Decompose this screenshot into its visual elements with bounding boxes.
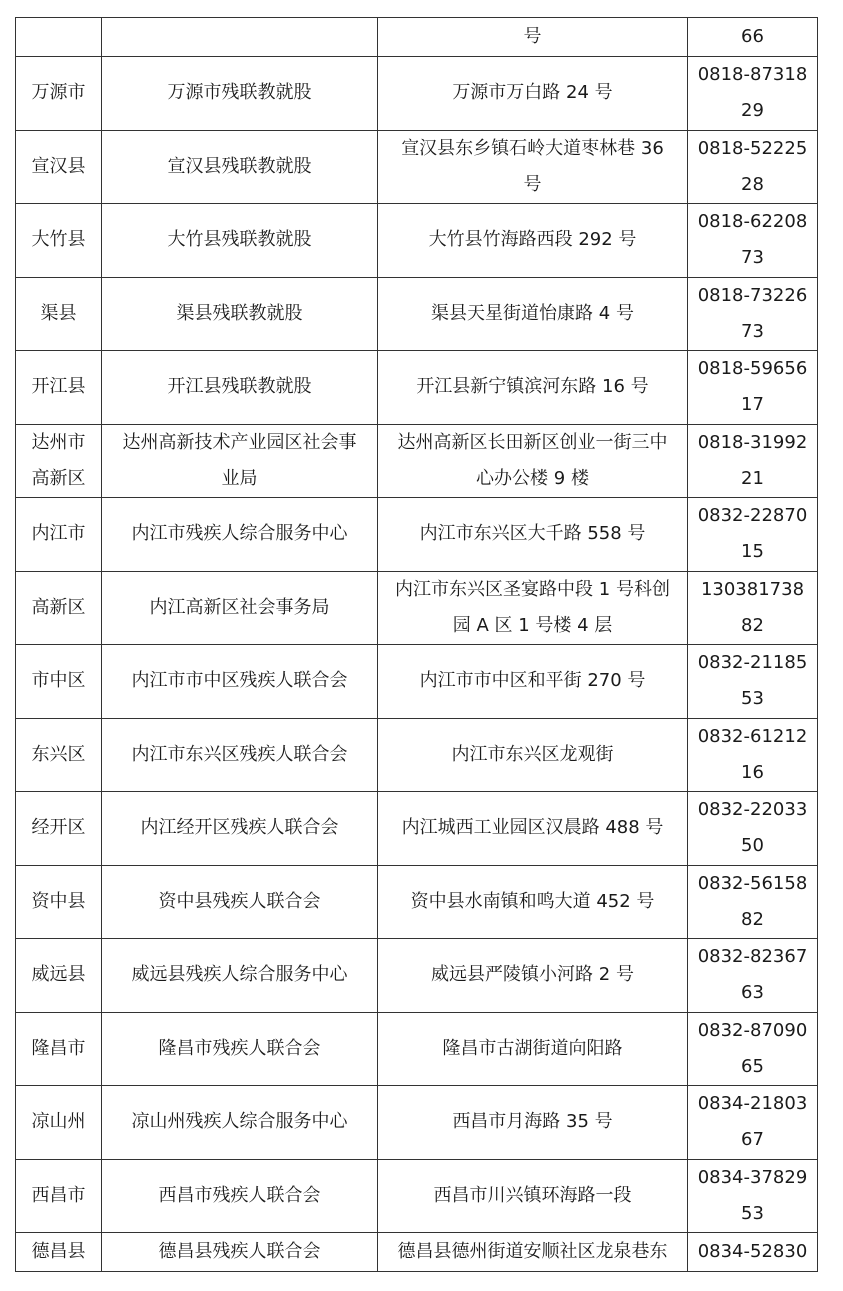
organization-cell-line: 万源市残联教就股 [167, 82, 312, 104]
phone-cell [688, 351, 818, 425]
phone-cell [688, 718, 818, 792]
table-row [16, 645, 818, 719]
phone-cell [688, 1012, 818, 1086]
address-cell-line: 内江市市中区和平街 270 号 [419, 670, 646, 692]
phone-cell-line: 53 [741, 1202, 764, 1224]
phone-cell-line: 29 [741, 100, 764, 122]
phone-cell [688, 424, 818, 498]
phone-cell-line: 82 [741, 614, 764, 636]
region-cell-line: 万源市 [31, 82, 86, 104]
phone-cell-line: 130381738 [700, 578, 805, 600]
phone-cell-line: 0832-87090 [697, 1019, 808, 1041]
phone-cell-line: 17 [741, 394, 764, 416]
phone-cell [688, 57, 818, 131]
phone-cell-line: 0832-22033 [697, 799, 808, 821]
table-row [16, 1012, 818, 1086]
region-cell-line: 大竹县 [31, 229, 86, 251]
phone-cell-line: 0818-59656 [697, 358, 808, 380]
phone-cell [688, 204, 818, 278]
address-cell-line: 开江县新宁镇滨河东路 16 号 [416, 376, 649, 398]
address-cell-line: 内江市东兴区大千路 558 号 [419, 523, 646, 545]
address-cell-line: 心办公楼 9 楼 [476, 467, 589, 489]
address-cell [378, 792, 688, 866]
organization-cell-line: 内江市东兴区残疾人联合会 [131, 743, 348, 765]
phone-cell-line: 0834-21803 [697, 1093, 808, 1115]
table-row [16, 718, 818, 792]
organization-cell [102, 424, 378, 498]
organization-cell-line: 开江县残联教就股 [167, 376, 312, 398]
table-row [16, 571, 818, 645]
address-cell [378, 424, 688, 498]
phone-cell-line: 0818-87318 [697, 64, 808, 86]
region-cell [16, 792, 102, 866]
address-cell-line: 内江市东兴区龙观街 [451, 743, 614, 765]
address-cell-line: 达州高新区长田新区创业一街三中 [397, 431, 668, 453]
region-cell [16, 57, 102, 131]
table-row [16, 277, 818, 351]
phone-cell-line: 63 [741, 982, 764, 1004]
phone-cell-line: 65 [741, 1055, 764, 1077]
organization-cell [102, 277, 378, 351]
organization-cell [102, 865, 378, 939]
organization-cell [102, 1012, 378, 1086]
organization-cell [102, 498, 378, 572]
phone-cell [688, 645, 818, 719]
phone-cell-line: 0818-31992 [697, 431, 808, 453]
address-cell [378, 1159, 688, 1233]
region-cell-line: 开江县 [31, 376, 86, 398]
table-row [16, 57, 818, 131]
region-cell [16, 718, 102, 792]
region-cell-line: 威远县 [31, 964, 86, 986]
phone-cell-line: 67 [741, 1129, 764, 1151]
region-cell-line: 渠县 [40, 302, 77, 324]
organization-cell [102, 939, 378, 1013]
address-cell [378, 865, 688, 939]
address-cell-line: 万源市万白路 24 号 [452, 82, 613, 104]
address-cell [378, 645, 688, 719]
phone-cell-line: 0818-73226 [697, 284, 808, 306]
address-cell-line: 西昌市月海路 35 号 [452, 1111, 613, 1133]
region-cell [16, 645, 102, 719]
organization-cell [102, 1159, 378, 1233]
organization-cell-line: 内江市残疾人综合服务中心 [131, 523, 348, 545]
organization-cell-line: 业局 [221, 467, 258, 489]
organization-cell-line: 大竹县残联教就股 [167, 229, 312, 251]
organization-cell-line: 隆昌市残疾人联合会 [158, 1037, 321, 1059]
table-row [16, 792, 818, 866]
address-cell-line: 威远县严陵镇小河路 2 号 [431, 964, 634, 986]
address-cell [378, 1086, 688, 1160]
region-cell [16, 1233, 102, 1272]
phone-cell-line: 0818-62208 [697, 211, 808, 233]
table-row [16, 18, 818, 57]
phone-cell-line: 0832-61212 [697, 725, 808, 747]
address-cell [378, 57, 688, 131]
address-cell-line: 号 [523, 173, 542, 195]
region-cell-line: 资中县 [31, 890, 86, 912]
organization-cell [102, 57, 378, 131]
phone-cell-line: 0832-82367 [697, 946, 808, 968]
address-cell [378, 277, 688, 351]
organization-cell [102, 204, 378, 278]
phone-cell [688, 792, 818, 866]
organization-cell-line: 西昌市残疾人联合会 [158, 1184, 321, 1206]
phone-cell-line: 16 [741, 761, 764, 783]
phone-cell-line: 73 [741, 247, 764, 269]
phone-cell [688, 498, 818, 572]
address-cell [378, 1012, 688, 1086]
table-row [16, 865, 818, 939]
phone-cell-line: 73 [741, 320, 764, 342]
phone-cell-line: 15 [741, 541, 764, 563]
region-cell-line: 市中区 [31, 670, 86, 692]
phone-cell [688, 1159, 818, 1233]
region-cell [16, 424, 102, 498]
organization-cell-line: 内江高新区社会事务局 [149, 596, 330, 618]
table-row [16, 1233, 818, 1272]
address-cell [378, 571, 688, 645]
phone-cell [688, 571, 818, 645]
phone-cell-line: 0832-21185 [697, 652, 808, 674]
organization-cell [102, 130, 378, 204]
region-cell [16, 277, 102, 351]
phone-cell: 66 [688, 18, 818, 57]
region-cell-line: 经开区 [31, 817, 86, 839]
organization-cell-line: 内江经开区残疾人联合会 [140, 817, 339, 839]
address-cell [378, 130, 688, 204]
organization-cell-line: 凉山州残疾人综合服务中心 [131, 1111, 348, 1133]
organization-cell [102, 571, 378, 645]
organization-cell-line: 宣汉县残联教就股 [167, 155, 312, 177]
address-cell [378, 498, 688, 572]
address-cell-line: 大竹县竹海路西段 292 号 [428, 229, 637, 251]
organization-cell-line: 威远县残疾人综合服务中心 [131, 964, 348, 986]
table-row [16, 1159, 818, 1233]
phone-cell [688, 1233, 818, 1272]
address-cell [378, 204, 688, 278]
organization-cell [102, 718, 378, 792]
table-row [16, 424, 818, 498]
organization-cell-line: 达州高新技术产业园区社会事 [122, 431, 357, 453]
organization-cell-line: 渠县残联教就股 [176, 302, 303, 324]
phone-cell [688, 865, 818, 939]
address-cell-line: 西昌市川兴镇环海路一段 [433, 1184, 632, 1206]
address-cell-line: 园 A 区 1 号楼 4 层 [452, 614, 613, 636]
address-cell-line: 内江市东兴区圣宴路中段 1 号科创 [395, 578, 670, 600]
organization-cell [102, 1233, 378, 1272]
table-row [16, 351, 818, 425]
phone-cell-line: 50 [741, 835, 764, 857]
region-cell-line: 德昌县 [31, 1241, 86, 1262]
region-cell-line: 高新区 [31, 596, 86, 618]
address-cell [378, 351, 688, 425]
table-row [16, 498, 818, 572]
phone-cell-line: 21 [741, 467, 764, 489]
organization-cell-line: 德昌县残疾人联合会 [158, 1241, 321, 1262]
address-cell-line: 隆昌市古湖街道向阳路 [442, 1037, 623, 1059]
organization-cell [102, 645, 378, 719]
address-cell [378, 718, 688, 792]
contacts-table [15, 17, 818, 1272]
region-cell [16, 1159, 102, 1233]
region-cell [16, 351, 102, 425]
region-cell-line: 东兴区 [31, 743, 86, 765]
region-cell-line: 宣汉县 [31, 155, 86, 177]
phone-cell-line: 0834-52830 [697, 1241, 808, 1262]
phone-cell [688, 277, 818, 351]
address-cell-line: 渠县天星街道怡康路 4 号 [431, 302, 634, 324]
region-cell [16, 204, 102, 278]
region-cell [16, 1086, 102, 1160]
region-cell [16, 1012, 102, 1086]
region-cell-line: 内江市 [31, 523, 86, 545]
table-row [16, 130, 818, 204]
phone-cell-line: 82 [741, 908, 764, 930]
phone-cell [688, 130, 818, 204]
address-cell-line: 德昌县德州街道安顺社区龙泉巷东 [397, 1241, 668, 1262]
organization-cell [102, 792, 378, 866]
organization-cell-line: 内江市市中区残疾人联合会 [131, 670, 348, 692]
address-cell [378, 1233, 688, 1272]
organization-cell [102, 351, 378, 425]
phone-cell-line: 53 [741, 688, 764, 710]
region-cell [16, 865, 102, 939]
region-cell-line: 西昌市 [31, 1184, 86, 1206]
region-cell-line: 隆昌市 [31, 1037, 86, 1059]
address-cell-line: 宣汉县东乡镇石岭大道枣林巷 36 [401, 137, 664, 159]
region-cell [16, 18, 102, 57]
organization-cell-line: 资中县残疾人联合会 [158, 890, 321, 912]
region-cell [16, 939, 102, 1013]
phone-cell-line: 28 [741, 173, 764, 195]
table-row [16, 939, 818, 1013]
phone-cell-line: 0832-22870 [697, 505, 808, 527]
address-cell-line: 资中县水南镇和鸣大道 452 号 [410, 890, 655, 912]
address-cell [378, 939, 688, 1013]
address-cell-line: 内江城西工业园区汉晨路 488 号 [401, 817, 664, 839]
region-cell-line: 达州市 [31, 431, 86, 453]
phone-cell-line: 0818-52225 [697, 137, 808, 159]
region-cell-line: 高新区 [31, 467, 86, 489]
phone-cell [688, 1086, 818, 1160]
address-cell: 号 [378, 18, 688, 57]
region-cell-line: 凉山州 [31, 1111, 86, 1133]
organization-cell [102, 1086, 378, 1160]
phone-cell-line: 0832-56158 [697, 872, 808, 894]
contacts-table-body [16, 18, 818, 1272]
region-cell [16, 571, 102, 645]
phone-cell [688, 939, 818, 1013]
organization-cell [102, 18, 378, 57]
phone-cell-line: 0834-37829 [697, 1166, 808, 1188]
table-row [16, 204, 818, 278]
table-row [16, 1086, 818, 1160]
region-cell [16, 130, 102, 204]
region-cell [16, 498, 102, 572]
